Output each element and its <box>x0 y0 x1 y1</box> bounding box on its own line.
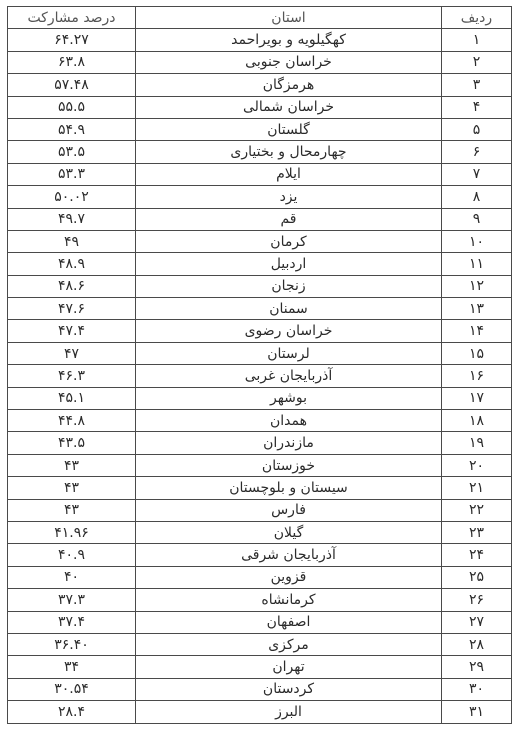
participation-rate-cell: ۴۰ <box>8 566 136 588</box>
province-cell: کردستان <box>136 678 442 700</box>
rank-cell: ۳ <box>442 74 512 96</box>
table-row <box>8 96 512 118</box>
rank-cell: ۴ <box>442 96 512 118</box>
province-cell: آذربایجان شرقی <box>136 544 442 566</box>
rank-cell: ۱۹ <box>442 432 512 454</box>
rank-cell: ۱۳ <box>442 298 512 320</box>
participation-rate-cell: ۴۹.۷ <box>8 208 136 230</box>
table-row <box>8 521 512 543</box>
province-cell: گیلان <box>136 521 442 543</box>
participation-rate-cell: ۴۱.۹۶ <box>8 521 136 543</box>
rank-cell: ۱۴ <box>442 320 512 342</box>
province-cell: تهران <box>136 656 442 678</box>
table-row <box>8 51 512 73</box>
rank-cell: ۹ <box>442 208 512 230</box>
table-row <box>8 410 512 432</box>
rank-cell: ۶ <box>442 141 512 163</box>
province-cell: خراسان شمالی <box>136 96 442 118</box>
header-province: استان <box>136 7 442 29</box>
rank-cell: ۵ <box>442 118 512 140</box>
province-cell: اصفهان <box>136 611 442 633</box>
table-row <box>8 633 512 655</box>
participation-rate-cell: ۴۷ <box>8 342 136 364</box>
rank-cell: ۷ <box>442 163 512 185</box>
table-header-row <box>8 7 512 29</box>
participation-rate-cell: ۴۵.۱ <box>8 387 136 409</box>
province-cell: هرمزگان <box>136 74 442 96</box>
province-cell: لرستان <box>136 342 442 364</box>
participation-rate-cell: ۵۳.۳ <box>8 163 136 185</box>
table-row <box>8 186 512 208</box>
province-cell: خراسان رضوی <box>136 320 442 342</box>
rank-cell: ۲۴ <box>442 544 512 566</box>
participation-rate-cell: ۴۰.۹ <box>8 544 136 566</box>
rank-cell: ۳۱ <box>442 701 512 723</box>
province-cell: چهارمحال و بختیاری <box>136 141 442 163</box>
province-cell: کهگیلویه و بویراحمد <box>136 29 442 51</box>
province-cell: کرمان <box>136 230 442 252</box>
province-cell: اردبیل <box>136 253 442 275</box>
province-cell: گلستان <box>136 118 442 140</box>
header-rank: ردیف <box>442 7 512 29</box>
participation-rate-cell: ۲۸.۴ <box>8 701 136 723</box>
province-cell: قزوین <box>136 566 442 588</box>
table-row <box>8 387 512 409</box>
rank-cell: ۱۰ <box>442 230 512 252</box>
table-row <box>8 141 512 163</box>
province-cell: بوشهر <box>136 387 442 409</box>
rank-cell: ۲۱ <box>442 477 512 499</box>
participation-rate-cell: ۳۶.۴۰ <box>8 633 136 655</box>
participation-rate-cell: ۴۸.۶ <box>8 275 136 297</box>
table-row <box>8 253 512 275</box>
province-cell: فارس <box>136 499 442 521</box>
province-cell: زنجان <box>136 275 442 297</box>
rank-cell: ۲۵ <box>442 566 512 588</box>
rank-cell: ۲۳ <box>442 521 512 543</box>
table-row <box>8 544 512 566</box>
participation-rate-cell: ۳۴ <box>8 656 136 678</box>
table-row <box>8 230 512 252</box>
rank-cell: ۱۷ <box>442 387 512 409</box>
table-row <box>8 298 512 320</box>
province-cell: خوزستان <box>136 454 442 476</box>
rank-cell: ۲۰ <box>442 454 512 476</box>
participation-rate-cell: ۴۴.۸ <box>8 410 136 432</box>
rank-cell: ۲۸ <box>442 633 512 655</box>
rank-cell: ۳۰ <box>442 678 512 700</box>
rank-cell: ۱۵ <box>442 342 512 364</box>
participation-table <box>7 6 512 724</box>
participation-rate-cell: ۴۳ <box>8 454 136 476</box>
participation-rate-cell: ۵۳.۵ <box>8 141 136 163</box>
rank-cell: ۱۱ <box>442 253 512 275</box>
rank-cell: ۲۹ <box>442 656 512 678</box>
table-row <box>8 656 512 678</box>
participation-rate-cell: ۵۴.۹ <box>8 118 136 140</box>
province-cell: یزد <box>136 186 442 208</box>
table-row <box>8 29 512 51</box>
province-cell: آذربایجان غربی <box>136 365 442 387</box>
table-row <box>8 589 512 611</box>
province-cell: کرمانشاه <box>136 589 442 611</box>
province-cell: ایلام <box>136 163 442 185</box>
participation-rate-cell: ۴۳ <box>8 499 136 521</box>
rank-cell: ۲ <box>442 51 512 73</box>
rank-cell: ۱۲ <box>442 275 512 297</box>
table-row <box>8 365 512 387</box>
participation-rate-cell: ۴۶.۳ <box>8 365 136 387</box>
participation-rate-cell: ۵۷.۴۸ <box>8 74 136 96</box>
rank-cell: ۲۶ <box>442 589 512 611</box>
province-cell: سمنان <box>136 298 442 320</box>
rank-cell: ۲۷ <box>442 611 512 633</box>
province-cell: سیستان و بلوچستان <box>136 477 442 499</box>
table-row <box>8 477 512 499</box>
participation-rate-cell: ۴۸.۹ <box>8 253 136 275</box>
province-cell: مرکزی <box>136 633 442 655</box>
participation-rate-cell: ۴۳.۵ <box>8 432 136 454</box>
participation-rate-cell: ۵۰.۰۲ <box>8 186 136 208</box>
province-cell: همدان <box>136 410 442 432</box>
participation-rate-cell: ۳۷.۳ <box>8 589 136 611</box>
table-row <box>8 275 512 297</box>
rank-cell: ۱۸ <box>442 410 512 432</box>
participation-rate-cell: ۶۳.۸ <box>8 51 136 73</box>
participation-table-container <box>7 6 511 724</box>
table-row <box>8 611 512 633</box>
participation-rate-cell: ۴۷.۴ <box>8 320 136 342</box>
participation-rate-cell: ۳۷.۴ <box>8 611 136 633</box>
province-cell: البرز <box>136 701 442 723</box>
table-row <box>8 342 512 364</box>
participation-rate-cell: ۴۳ <box>8 477 136 499</box>
table-row <box>8 320 512 342</box>
table-row <box>8 432 512 454</box>
participation-rate-cell: ۵۵.۵ <box>8 96 136 118</box>
participation-rate-cell: ۴۹ <box>8 230 136 252</box>
participation-rate-cell: ۳۰.۵۴ <box>8 678 136 700</box>
header-participation-rate: درصد مشارکت <box>8 7 136 29</box>
province-cell: خراسان جنوبی <box>136 51 442 73</box>
table-row <box>8 74 512 96</box>
rank-cell: ۲۲ <box>442 499 512 521</box>
rank-cell: ۱۶ <box>442 365 512 387</box>
table-row <box>8 118 512 140</box>
rank-cell: ۱ <box>442 29 512 51</box>
table-row <box>8 208 512 230</box>
province-cell: مازندران <box>136 432 442 454</box>
table-row <box>8 454 512 476</box>
rank-cell: ۸ <box>442 186 512 208</box>
province-cell: قم <box>136 208 442 230</box>
table-row <box>8 701 512 723</box>
table-row <box>8 499 512 521</box>
participation-rate-cell: ۶۴.۲۷ <box>8 29 136 51</box>
table-body <box>8 29 512 723</box>
table-row <box>8 678 512 700</box>
participation-rate-cell: ۴۷.۶ <box>8 298 136 320</box>
table-row <box>8 566 512 588</box>
table-row <box>8 163 512 185</box>
